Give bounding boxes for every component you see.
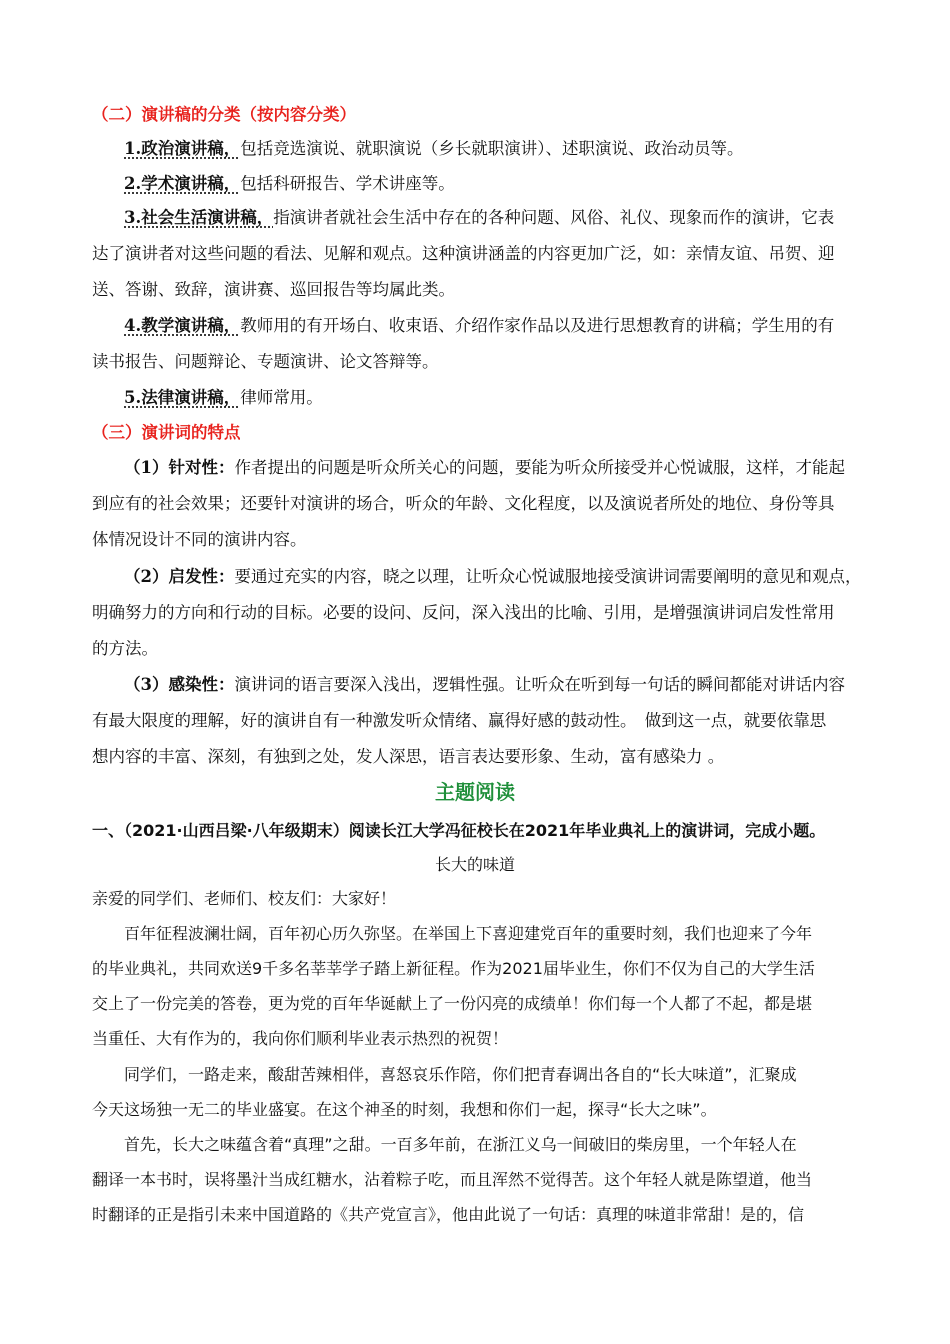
text-appeal-cont-2: 想内容的丰富、深刻，有独到之处，发人深思，语言表达要形象、生动，富有感染力 。 [92, 747, 725, 766]
speech-line: 交上了一份完美的答卷，更为党的百年华诞献上了一份闪亮的成绩单！你们每一个人都了不起，都是堪 [92, 994, 813, 1013]
section2-heading: （二）演讲稿的分类（按内容分类） [92, 105, 356, 124]
item-social [124, 207, 894, 229]
speech-line: 首先，长大之味蕴含着“真理”之甜。一百多年前，在浙江义乌一间破旧的柴房里，一个年轻人在 [124, 1135, 797, 1154]
text-legal: 律师常用。 [240, 388, 323, 407]
text-appeal-cont-1: 有最大限度的理解，好的演讲自有一种激发听众情绪、赢得好感的鼓动性。 做到这一点，就要依靠思 [92, 711, 827, 730]
term-inspiration: （2）启发性： [124, 567, 235, 586]
term-legal: 5.法律演讲稿， [124, 388, 241, 407]
text-pertinence-cont-2: 体情况设计不同的演讲内容。 [92, 530, 307, 549]
text-social-cont-2: 送、答谢、致辞，演讲赛、巡回报告等均属此类。 [92, 280, 455, 299]
speech-line: 百年征程波澜壮阔，百年初心历久弥坚。在举国上下喜迎建党百年的重要时刻，我们也迎来了今年 [124, 924, 813, 943]
speech-line: 翻译一本书时，误将墨汁当成红糖水，沾着粽子吃，而且浑然不觉得苦。这个年轻人就是陈望道，他当 [92, 1170, 813, 1189]
speech-line: 时翻译的正是指引未来中国道路的《共产党宣言》，他由此说了一句话：真理的味道非常甜！是的，信 [92, 1205, 805, 1224]
item-inspiration [124, 566, 894, 588]
text-inspiration-cont-2: 的方法。 [92, 639, 158, 658]
theme-heading: 主题阅读 [435, 780, 515, 804]
item-political [124, 138, 894, 160]
item-appeal [124, 674, 894, 696]
text-teaching-cont-1: 读书报告、问题辩论、专题演讲、论文答辩等。 [92, 352, 439, 371]
speech-line: 今天这场独一无二的毕业盛宴。在这个神圣的时刻，我想和你们一起，探寻“长大之味”。 [92, 1100, 717, 1119]
text-political: 包括竞选演说、就职演说（乡长就职演讲）、述职演说、政治动员等。 [240, 139, 744, 158]
text-pertinence: 作者提出的问题是听众所关心的问题，要能为听众所接受并心悦诚服，这样，才能起 [234, 458, 845, 477]
question-prompt: 一、（2021·山西吕梁·八年级期末）阅读长江大学冯征校长在2021年毕业典礼上的演讲词，完成小题。 [92, 821, 826, 840]
speech-line: 同学们，一路走来，酸甜苦辣相伴，喜怒哀乐作陪，你们把青春调出各自的“长大味道”，汇聚成 [124, 1065, 797, 1084]
text-appeal: 演讲词的语言要深入浅出，逻辑性强。让听众在听到每一句话的瞬间都能对讲话内容 [234, 675, 845, 694]
term-political: 1.政治演讲稿， [124, 139, 241, 158]
item-legal [124, 387, 894, 409]
text-inspiration: 要通过充实的内容，晓之以理，让听众心悦诚服地接受演讲词需要阐明的意见和观点， [234, 567, 862, 586]
text-social: 指演讲者就社会生活中存在的各种问题、风俗、礼仪、现象而作的演讲，它表 [273, 208, 835, 227]
text-social-cont-1: 达了演讲者对这些问题的看法、见解和观点。这种演讲涵盖的内容更加广泛，如：亲情友谊、吊贺、迎 [92, 244, 835, 263]
text-inspiration-cont-1: 明确努力的方向和行动的目标。必要的设问、反问，深入浅出的比喻、引用，是增强演讲词启发性常用 [92, 603, 835, 622]
text-pertinence-cont-1: 到应有的社会效果；还要针对演讲的场合，听众的年龄、文化程度，以及演说者所处的地位、身份等具 [92, 494, 835, 513]
item-pertinence [124, 457, 894, 479]
term-social: 3.社会生活演讲稿， [124, 208, 274, 227]
term-pertinence: （1）针对性： [124, 458, 235, 477]
item-teaching [124, 315, 894, 337]
term-appeal: （3）感染性： [124, 675, 235, 694]
speech-line: 的毕业典礼，共同欢送9千多名莘莘学子踏上新征程。作为2021届毕业生，你们不仅为自己的大学生活 [92, 959, 815, 978]
text-teaching: 教师用的有开场白、收束语、介绍作家作品以及进行思想教育的讲稿；学生用的有 [240, 316, 835, 335]
term-teaching: 4.教学演讲稿， [124, 316, 241, 335]
text-academic: 包括科研报告、学术讲座等。 [240, 174, 455, 193]
speech-line: 当重任、大有作为的，我向你们顺利毕业表示热烈的祝贺！ [92, 1029, 509, 1048]
speech-title: 长大的味道 [434, 855, 515, 874]
term-academic: 2.学术演讲稿， [124, 174, 241, 193]
speech-greeting: 亲爱的同学们、老师们、校友们：大家好！ [92, 889, 397, 908]
section3-heading: （三）演讲词的特点 [92, 423, 241, 442]
item-academic [124, 173, 894, 195]
